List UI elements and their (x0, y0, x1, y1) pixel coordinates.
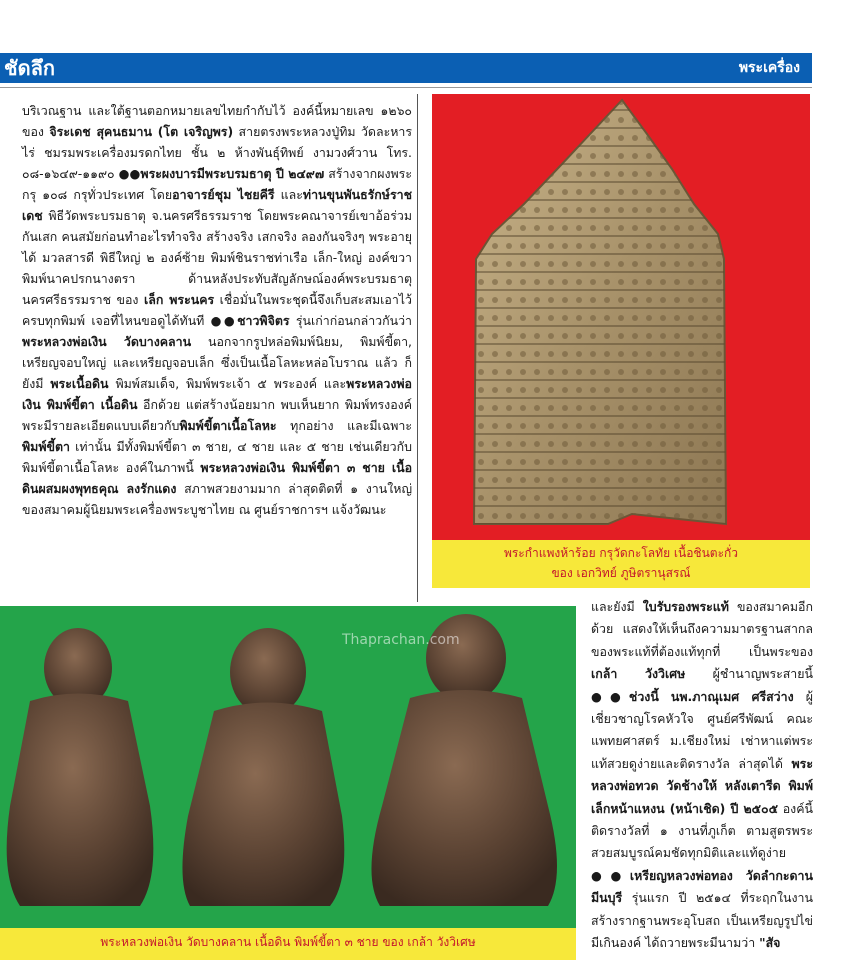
photo-caption-bottom: พระหลวงพ่อเงิน วัดบางคลาน เนื้อดิน พิมพ์ขี้ตา ๓ ชาย ของ เกล้า วังวิเศษ (0, 928, 576, 960)
column-divider (417, 94, 418, 602)
left-article-column (22, 100, 412, 520)
header-divider (0, 87, 812, 88)
amulet-photo-luang-pho-ngoen (0, 606, 576, 928)
three-amulets-image (0, 606, 576, 928)
section-name: พระเครื่อง (738, 60, 800, 76)
amulet-photo-kamphaeng (432, 94, 810, 540)
kamphaeng-amulet-image (432, 94, 810, 540)
photo-caption-top (432, 540, 810, 588)
page-header-bar (0, 53, 812, 83)
article-paragraph: และยังมี ใบรับรองพระแท้ ของสมาคมอีกด้วย แสดงให้เห็นถึงความมาตรฐานสากลของพระแท้ที่ต้องแท้ทุกที่ เป็นพระของ เกล้า วังวิเศษ ผู้ชำนาญพระสายนี้ ●●ช่วงนี้ นพ.ภาณุเมศ ศรีสว่าง ผู้เชี่ยวชาญโรคหัวใจ ศูนย์ศรีพัฒน์ คณะแพทยศาสตร์ ม.เชียงใหม่ เช่าหาแต่พระแท้สวยดูง่ายและติดรางวัล ล่าสุดได้ พระหลวงพ่อทวด วัดช้างให้ หลังเตารีด พิมพ์เล็กหน้าแหงน (หน้าเชิด) ปี ๒๕๐๕ องค์นี้ติดรางวัลที่ ๑ งานที่ภูเก็ต ตามสูตรพระสวยสมบูรณ์คมชัดทุกมิติและแท้ดูง่าย ●●เหรียญหลวงพ่อทอง วัดลำกะดาน มีนบุรี รุ่นแรก ปี ๒๕๑๔ ที่ระฤกในงานสร้างรากฐานพระอุโบสถ เป็นเหรียญรูปไข่ มีเกินองค์ ได้ถวายพระมีนามว่า "สัจ (591, 599, 813, 951)
caption-line: ของ เอกวิทย์ ภูษิตรานุสรณ์ (551, 566, 691, 580)
watermark-text: Thaprachan.com (342, 632, 460, 648)
article-paragraph: บริเวณฐาน และใต้ฐานตอกหมายเลขไทยกำกับไว้ องค์นี้หมายเลข ๑๒๖๐ ของ จิระเดช สุคนธมาน (โต เจริญพร) สายตรงพระหลวงปู่ทิม วัดละหารไร่ ชมรมพระเครื่องมรดกไทย ชั้น ๒ ห้างพันธุ์ทิพย์ งามวงศ์วาน โทร. ๐๘-๑๖๔๙-๑๑๙๐ ●●พระผงบารมีพระบรมธาตุ ปี ๒๔๙๗ สร้างจากผงพระกรุ ๑๐๘ กรุทั่วประเทศ โดยอาจารย์ชุม ไชยคีรี และท่านขุนพันธรักษ์ราชเดช พิธีวัดพระบรมธาตุ จ.นครศรีธรรมราช โดยพระคณาจารย์เขาอ้อร่วมกันเสก คนสมัยก่อนทำอะไรทำจริง สร้างจริง เสกจริง ลองกันจริงๆ พระอายุได้ มวลสารดี พิธีใหญ่ ๒ องค์ซ้าย พิมพ์ชินราชท่าเรือ เล็ก-ใหญ่ องค์ขวา พิมพ์นาคปรกนางตรา ด้านหลังประทับสัญลักษณ์องค์พระบรมธาตุนครศรีธรรมราช ของ เล็ก พระนคร เชื่อมั่นในพระชุดนี้จึงเก็บสะสมเอาไว้ครบทุกพิมพ์ เจอที่ไหนขอดูได้ทันที ●●ชาวพิจิตร รุ่นเก่าก่อนกล่าวกันว่า พระหลวงพ่อเงิน วัดบางคลาน นอกจากรูปหล่อพิมพ์นิยม, พิมพ์ขี้ตา, เหรียญจอบใหญ่ และเหรียญจอบเล็ก ซึ่งเป็นเนื้อโลหะหล่อโบราณ แล้ว ก็ยังมี พระเนื้อดิน พิมพ์สมเด็จ, พิมพ์พระเจ้า ๕ พระองค์ และพระหลวงพ่อเงิน พิมพ์ขี้ตา เนื้อดิน อีกด้วย แต่สร้างน้อยมาก พบเห็นยาก พิมพ์ทรงองค์พระมีรายละเอียดแบบเดียวกับพิมพ์ขี้ตาเนื้อโลหะ ทุกอย่าง และมีเฉพาะ พิมพ์ขี้ตา เท่านั้น มีทั้งพิมพ์ขี้ตา ๓ ชาย, ๔ ชาย และ ๕ ชาย เช่นเดียวกับพิมพ์ขี้ตาเนื้อโลหะ องค์ในภาพนี้ พระหลวงพ่อเงิน พิมพ์ขี้ตา ๓ ชาย เนื้อดินผสมผงพุทธคุณ ลงรักแดง สภาพสวยงามมาก ล่าสุดติดที่ ๑ งานใหญ่ของสมาคมผู้นิยมพระเครื่องพระบูชาไทย ณ ศูนย์ราชการฯ แจ้งวัฒนะ (22, 103, 413, 517)
column-title: ชัดลึก (4, 56, 55, 80)
caption-line: พระกำแพงห้าร้อย กรุวัดกะโลทัย เนื้อชินตะกั่ว (503, 546, 739, 560)
right-article-column (591, 596, 813, 955)
